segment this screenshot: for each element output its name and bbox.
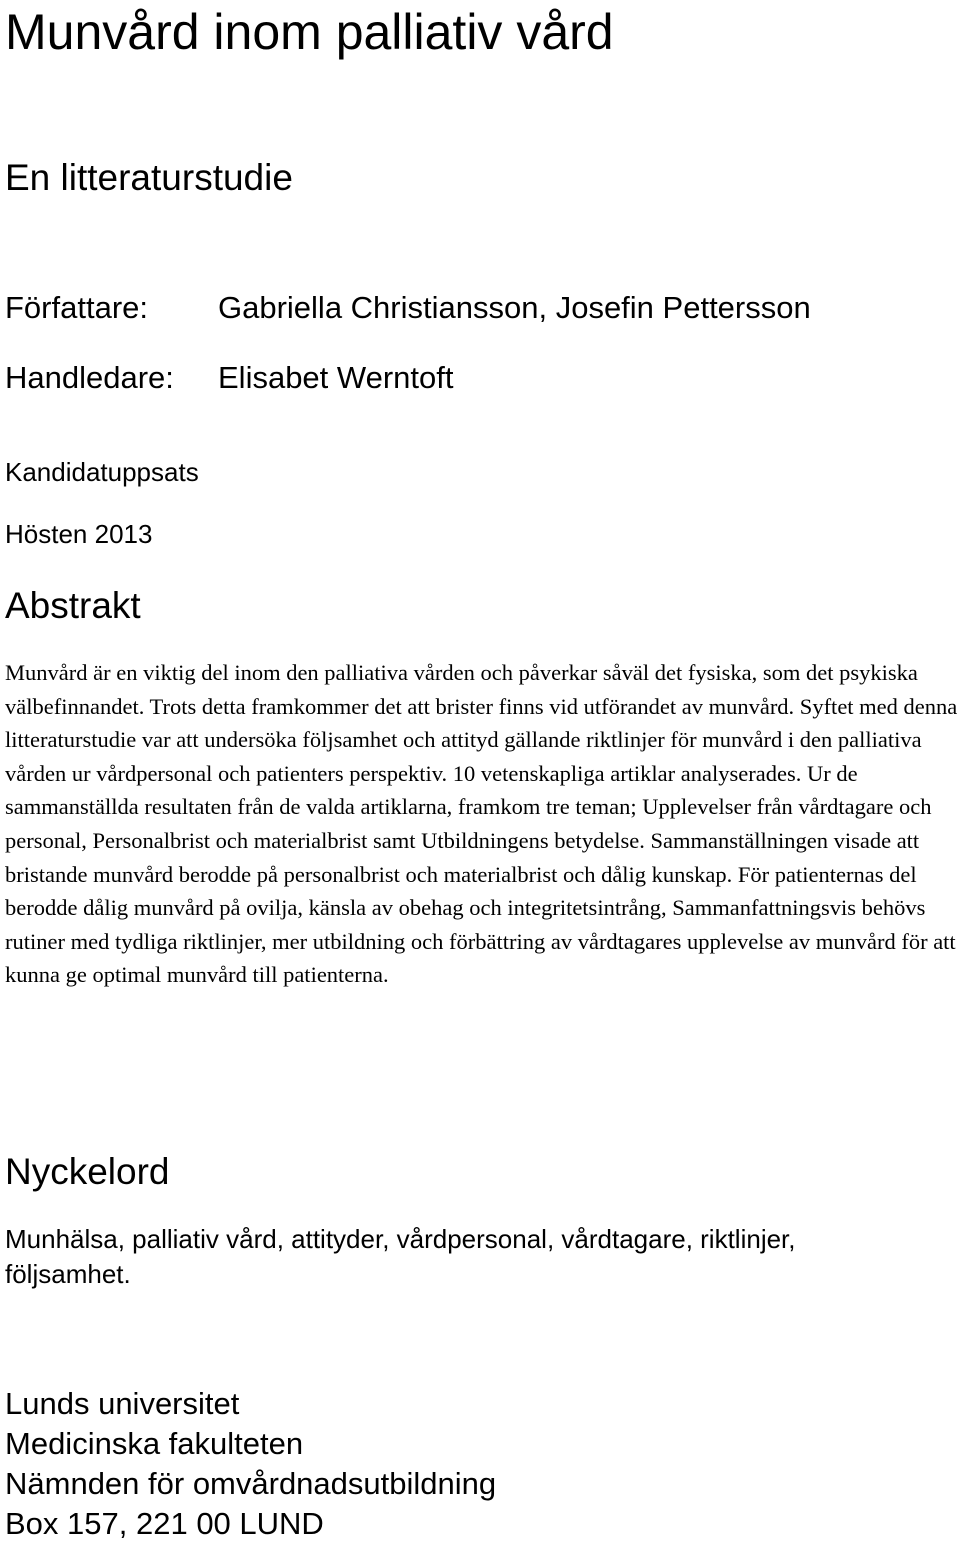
thesis-type: Kandidatuppsats — [5, 457, 199, 487]
keywords-text: Munhälsa, palliativ vård, attityder, vårdpersonal, vårdtagare, riktlinjer, följsamhet. — [5, 1224, 796, 1289]
department-name: Nämnden för omvårdnadsutbildning — [5, 1466, 497, 1501]
authors-value: Gabriella Christiansson, Josefin Pettersson — [218, 290, 811, 325]
university-name: Lunds universitet — [5, 1386, 240, 1421]
supervisor-value: Elisabet Werntoft — [218, 360, 454, 395]
postal-address: Box 157, 221 00 LUND — [5, 1506, 324, 1541]
faculty-name: Medicinska fakulteten — [5, 1426, 304, 1461]
document-subtitle: En litteraturstudie — [5, 157, 293, 198]
university-block — [5, 1384, 496, 1544]
term: Hösten 2013 — [5, 519, 153, 549]
supervisor-label: Handledare: — [5, 360, 174, 395]
abstract-heading: Abstrakt — [5, 585, 141, 626]
abstract-text: Munvård är en viktig del inom den palliativa vården och påverkar såväl det fysiska, som det psykiska välbefinnandet. Trots detta framkommer det att brister finns vid utförandet av munvård. Syftet med denna litteraturstudie var att undersöka följsamhet och attityd gällande riktlinjer för munvård i den palliativa vården ur vårdpersonal och patienters perspektiv. 10 vetenskapliga artiklar analyserades. Ur de sammanställda resultaten från de valda artiklarna, framkom tre teman; Upplevelser från vårdtagare och personal, Personalbrist och materialbrist samt Utbildningens betydelse. Sammanställningen visade att bristande munvård berodde på personalbrist och materialbrist och dålig kunskap. För patienternas del berodde dålig munvård på ovilja, känsla av obehag och integritetsintrång, Sammanfattningsvis behövs rutiner med tydliga riktlinjer, mer utbildning och förbättring av vårdtagares upplevelse av munvård för att kunna ge optimal munvård till patienterna. — [5, 660, 958, 988]
authors-label: Författare: — [5, 290, 148, 325]
document-title: Munvård inom palliativ vård — [5, 4, 614, 60]
keywords-heading: Nyckelord — [5, 1151, 170, 1192]
